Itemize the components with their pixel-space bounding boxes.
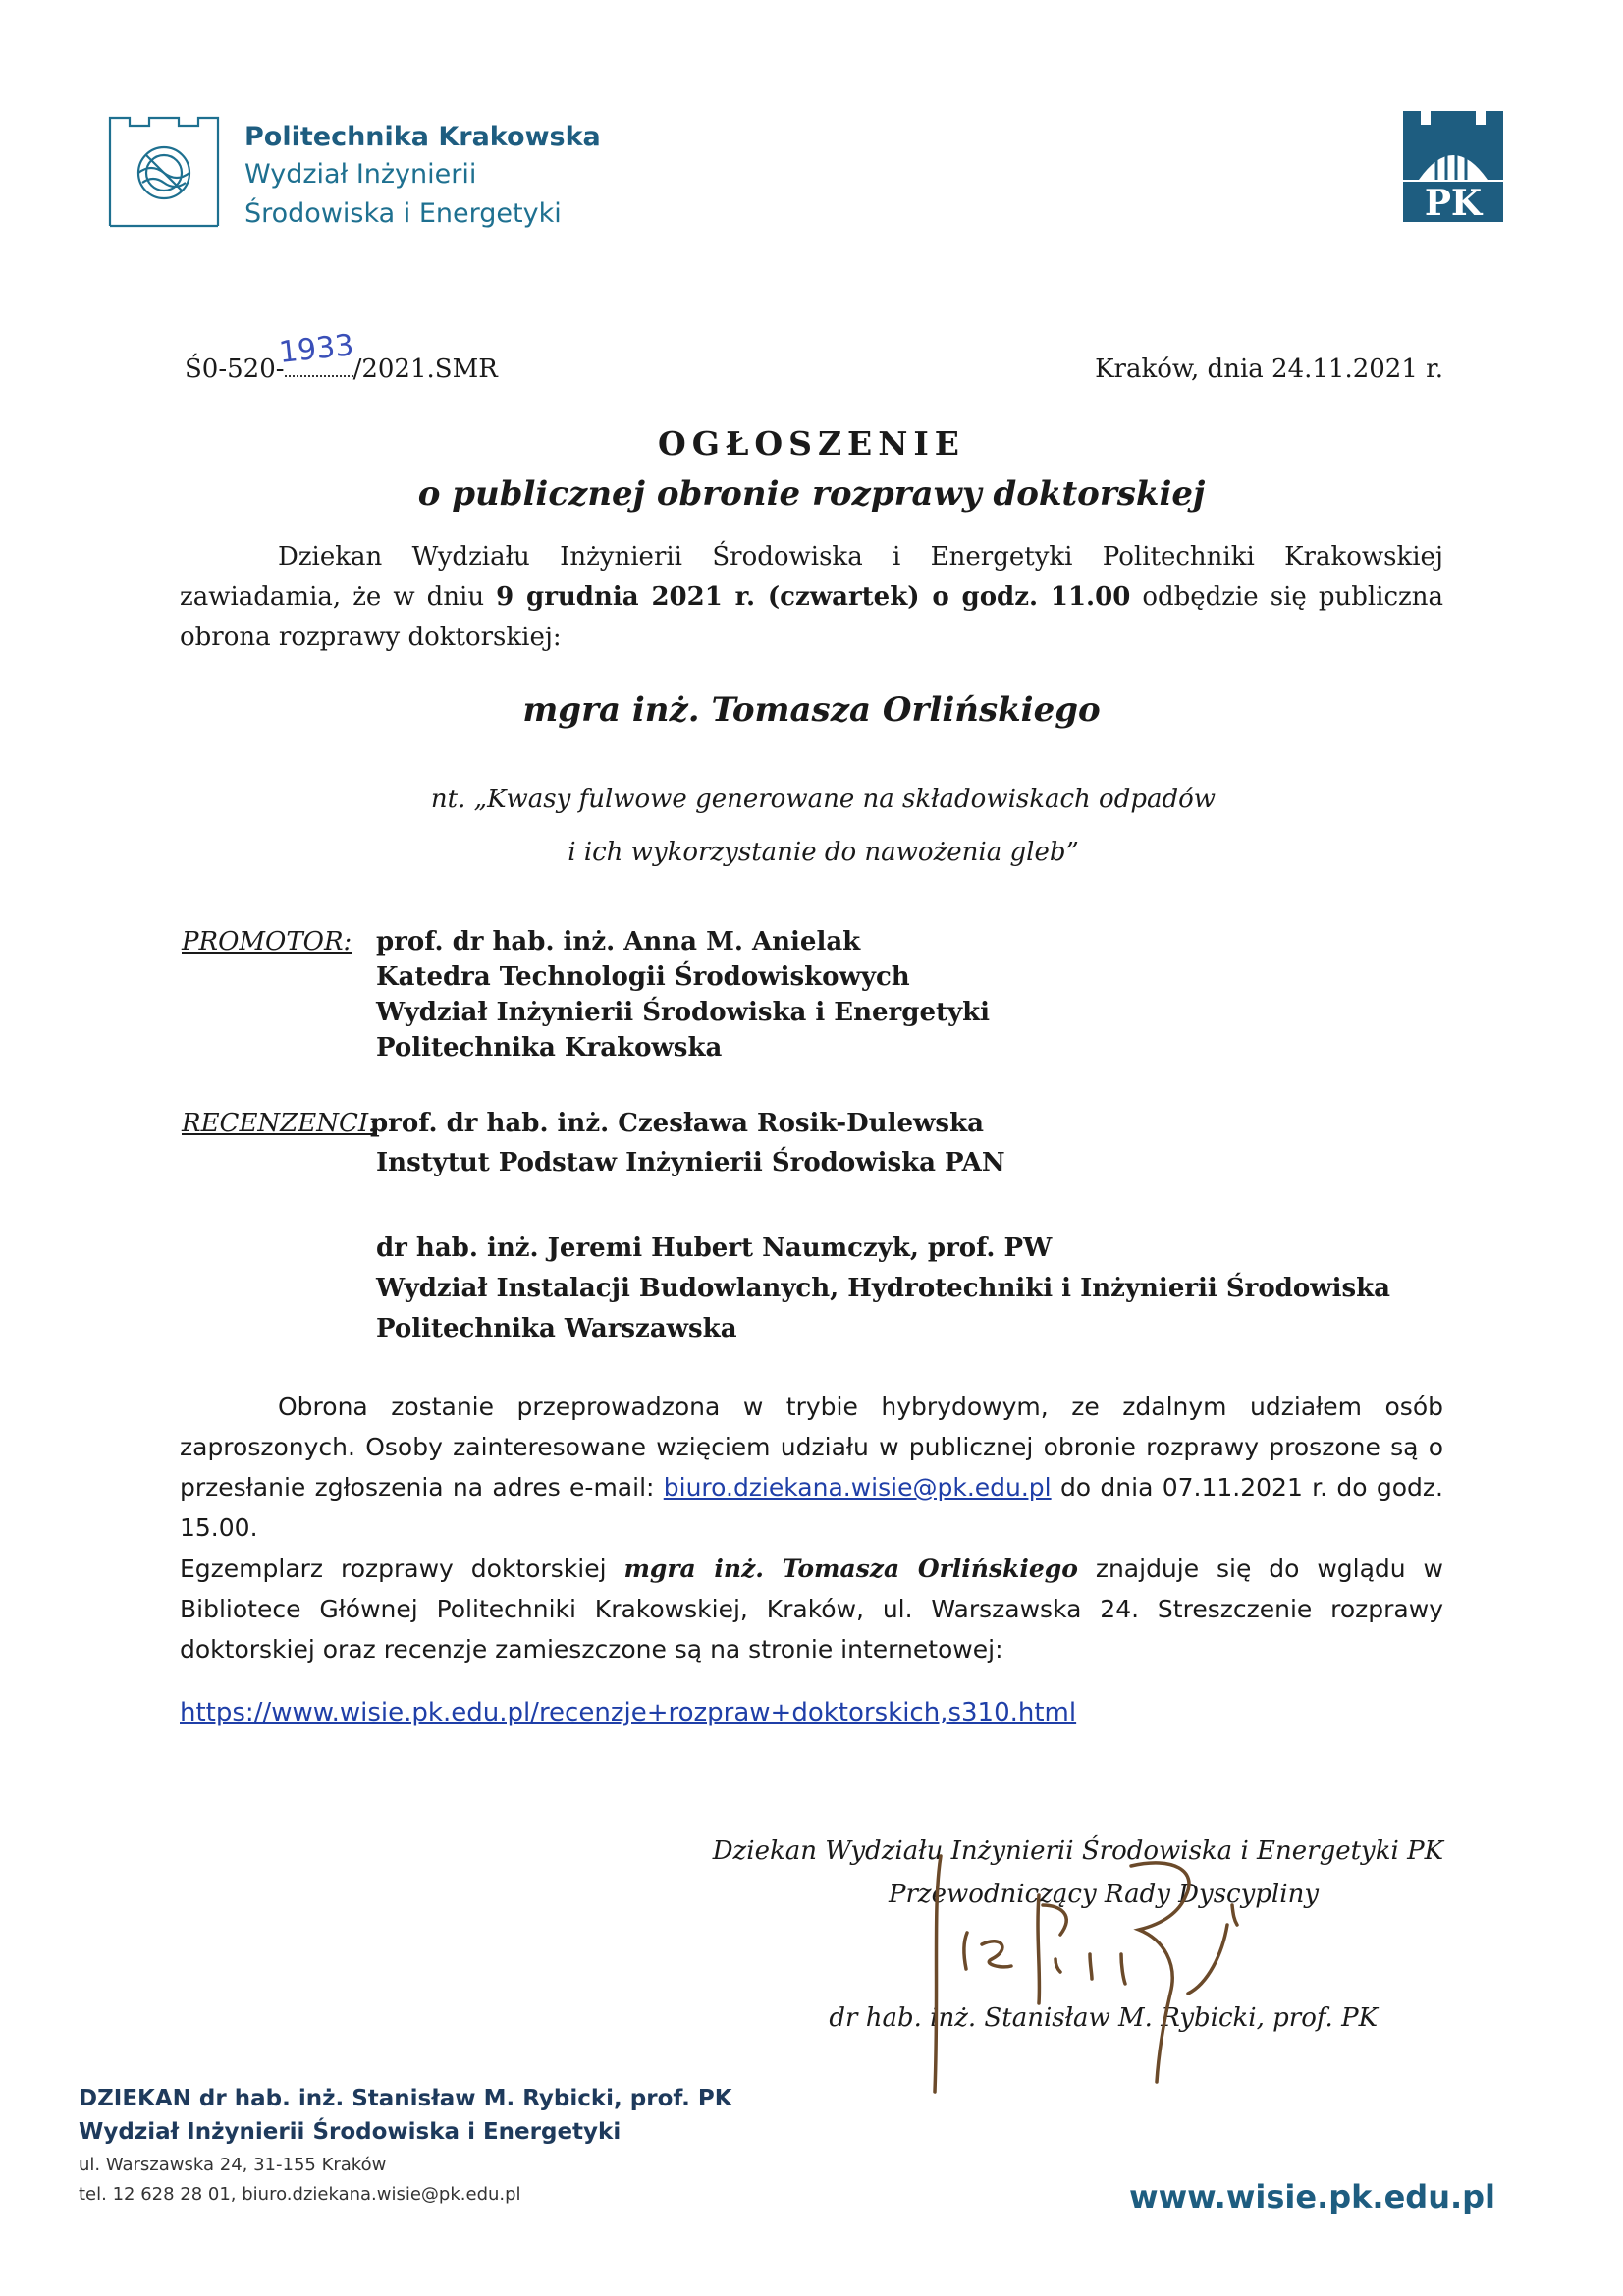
promotor-block xyxy=(376,924,990,1066)
email-link[interactable]: biuro.dziekana.wisie@pk.edu.pl xyxy=(663,1473,1052,1502)
signatory-role-dean: Dziekan Wydziału Inżynierii Środowiska i Energetyki PK xyxy=(712,1836,1443,1866)
document-subtitle: o publicznej obronie rozprawy doktorskiej xyxy=(417,474,1206,514)
document-title: OGŁOSZENIE xyxy=(658,424,965,463)
crest-letters: PK xyxy=(1424,183,1483,224)
intro-paragraph xyxy=(180,537,1443,658)
reviewers-label: RECENZENCI: xyxy=(182,1109,377,1138)
footer-address: ul. Warszawska 24, 31-155 Kraków xyxy=(79,2155,387,2175)
footer-website[interactable]: www.wisie.pk.edu.pl xyxy=(1129,2178,1495,2215)
signatory-name: dr hab. inż. Stanisław M. Rybicki, prof. PK xyxy=(829,2003,1378,2033)
copy-text-part1: Egzemplarz rozprawy doktorskiej xyxy=(180,1555,624,1583)
promotor-name: prof. dr hab. inż. Anna M. Anielak xyxy=(376,927,861,957)
promotor-faculty: Wydział Inżynierii Środowiska i Energetyki xyxy=(376,998,990,1027)
reviewer2-university: Politechnika Warszawska xyxy=(376,1314,737,1343)
hybrid-text-part1: Obrona zostanie przeprowadzona w trybie hybrydowym, ze zdalnym udziałem osób zaproszonych. Osoby zainteresowane wzięciem udziału w publicznej obronie rozprawy proszone są o przesłanie zgłoszenia na adres e-mail: xyxy=(180,1393,1443,1502)
thesis-topic-line2: i ich wykorzystanie do nawożenia gleb” xyxy=(568,838,1079,867)
defense-date: 9 grudnia 2021 r. (czwartek) o godz. 11.00 xyxy=(496,582,1131,612)
reviewer2-faculty: Wydział Instalacji Budowlanych, Hydrotechniki i Inżynierii Środowiska xyxy=(376,1274,1390,1303)
place-date: Kraków, dnia 24.11.2021 r. xyxy=(1095,355,1443,384)
reference-prefix: Ś0-520- xyxy=(185,355,285,384)
org-department-line1: Wydział Inżynierii xyxy=(244,159,477,190)
signatory-role-chair: Przewodniczący Rady Dyscypliny xyxy=(889,1880,1320,1909)
thesis-topic-line1: nt. „Kwasy fulwowe generowane na składowiskach odpadów xyxy=(430,785,1217,814)
reviewer1-institution: Instytut Podstaw Inżynierii Środowiska PAN xyxy=(376,1148,1005,1177)
footer-dean: DZIEKAN dr hab. inż. Stanisław M. Rybicki, prof. PK xyxy=(79,2086,732,2111)
intro-text-part2: odbędzie się publiczna obrona rozprawy doktorskiej: xyxy=(180,582,1443,652)
reviewer2-name: dr hab. inż. Jeremi Hubert Naumczyk, prof. PW xyxy=(376,1233,1053,1263)
promotor-university: Politechnika Krakowska xyxy=(376,1033,723,1063)
intro-text-part1: Dziekan Wydziału Inżynierii Środowiska i Energetyki Politechniki Krakowskiej zawiadamia, że w dniu xyxy=(180,542,1443,612)
reviews-url-link[interactable]: https://www.wisie.pk.edu.pl/recenzje+rozpraw+doktorskich,s310.html xyxy=(180,1698,1077,1727)
pk-crest-icon xyxy=(1399,111,1507,224)
candidate-name: mgra inż. Tomasza Orlińskiego xyxy=(522,690,1101,730)
promotor-label: PROMOTOR: xyxy=(182,927,352,957)
org-department-line2: Środowiska i Energetyki xyxy=(244,198,562,229)
hybrid-text-part2: do dnia 07.11.2021 r. do godz. 15.00. xyxy=(180,1473,1443,1542)
reviewer2-block xyxy=(376,1230,1390,1346)
handwritten-signature-icon xyxy=(913,1846,1267,2102)
copy-paragraph xyxy=(180,1549,1443,1669)
promotor-department: Katedra Technologii Środowiskowych xyxy=(376,962,910,992)
org-name: Politechnika Krakowska xyxy=(244,122,601,152)
copy-candidate-name: mgra inż. Tomasza Orlińskiego xyxy=(623,1555,1078,1583)
copy-text-part2: znajduje się do wglądu w Bibliotece Głównej Politechniki Krakowskiej, Kraków, ul. Warszawska 24. Streszczenie rozprawy doktorskiej oraz recenzje zamieszczone są na stronie internetowej: xyxy=(180,1555,1444,1664)
footer-contact: tel. 12 628 28 01, biuro.dziekana.wisie@pk.edu.pl xyxy=(79,2184,521,2205)
handwritten-reference-number: 1933 xyxy=(277,328,355,370)
hybrid-paragraph xyxy=(180,1387,1443,1548)
reference-suffix: /2021.SMR xyxy=(352,355,498,384)
university-logo-icon xyxy=(108,114,220,230)
footer-faculty: Wydział Inżynierii Środowiska i Energetyki xyxy=(79,2119,622,2145)
reviewer1-name: prof. dr hab. inż. Czesława Rosik-Dulewska xyxy=(370,1109,984,1138)
